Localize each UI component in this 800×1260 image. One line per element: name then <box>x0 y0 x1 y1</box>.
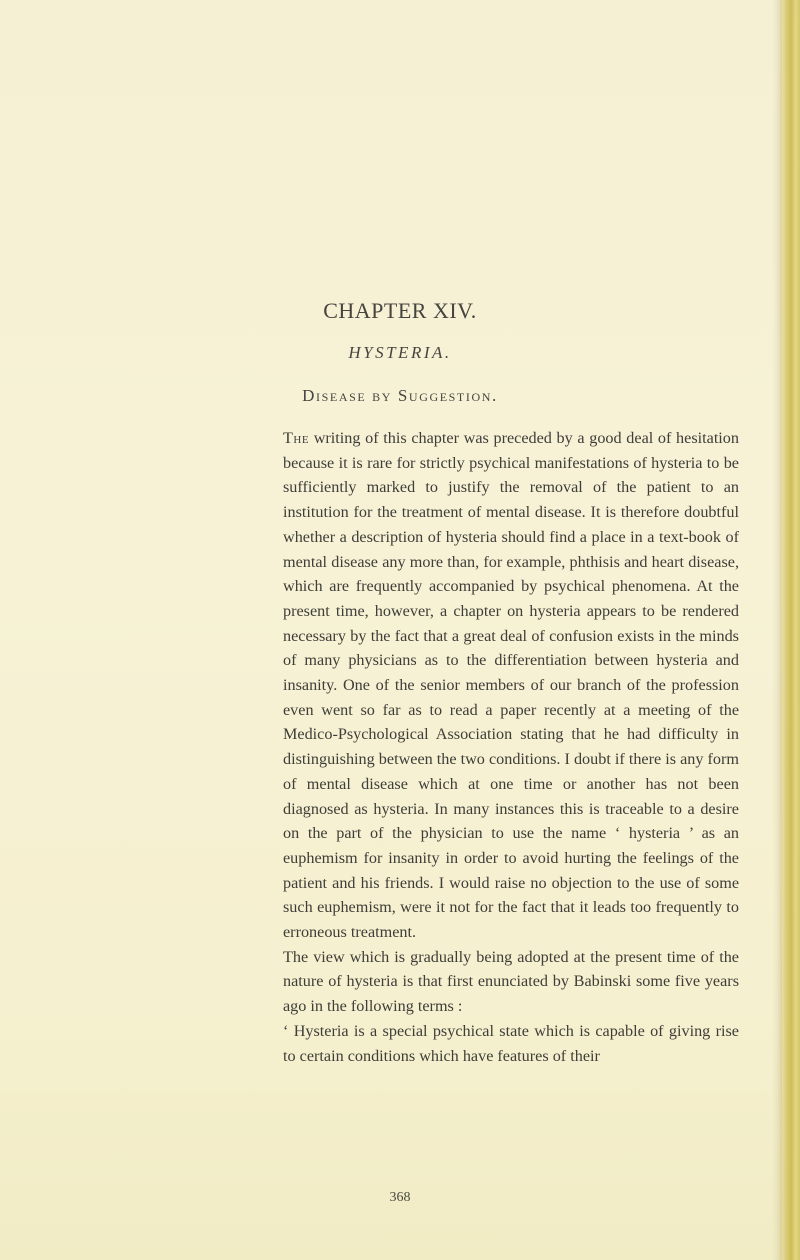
page-number: 368 <box>389 1190 411 1205</box>
page-edge <box>778 0 800 1260</box>
subject-title: HYSTERIA. <box>348 343 452 362</box>
paragraph-2: The view which is gradually being adopted at the present time of the nature of hysteria is that first enunciated by Babinski some five years ago in the following terms : <box>283 947 739 1016</box>
paragraph-3: ‘ Hysteria is a special psychical state which is capable of giving rise to certain conditions which have features of their <box>283 1021 739 1065</box>
lead-word: The <box>283 429 310 447</box>
chapter-title: CHAPTER XIV. <box>323 298 477 323</box>
body-text <box>283 426 739 1068</box>
section-title: Disease by Suggestion. <box>302 386 498 405</box>
paragraph-1 <box>283 426 739 945</box>
paragraph-1-text: writing of this chapter was preceded by a good deal of hesitation because it is rare for strictly psychical manifestations of hysteria to be sufficiently marked to justify the removal of the patient to an institution for the treatment of mental disease. It is therefore doubtful whether a description of hysteria should find a place in a text-book of mental disease any more than, for example, phthisis and heart disease, which are frequently accompanied by psychical phenomena. At the present time, however, a chapter on hysteria appears to be rendered necessary by the fact that a great deal of confusion exists in the minds of many physicians as to the differentiation between hysteria and insanity. One of the senior members of our branch of the profession even went so far as to read a paper recently at a meeting of the Medico-Psychological Association stating that he had difficulty in distinguishing between the two conditions. I doubt if there is any form of mental disease which at one time or another has not been diagnosed as hysteria. In many instances this is traceable to a desire on the part of the physician to use the name ‘ hysteria ’ as an euphemism for insanity in order to avoid hurting the feelings of the patient and his friends. I would raise no objection to the use of some such euphemism, were it not for the fact that it leads too frequently to erroneous treatment. <box>283 429 739 942</box>
